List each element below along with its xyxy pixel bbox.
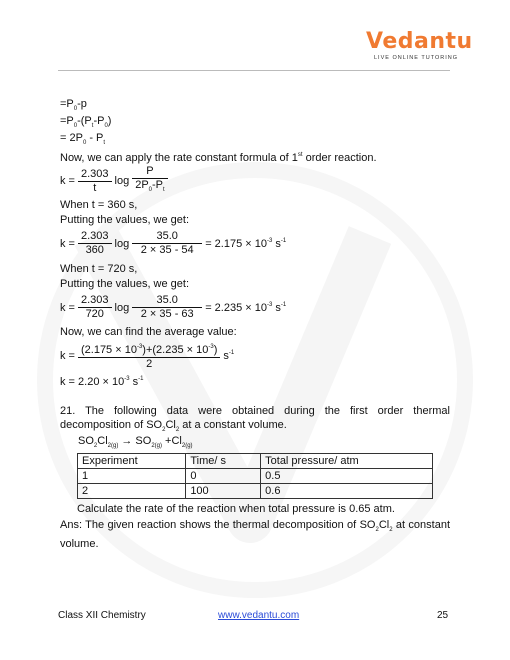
calc-360: k = $\frac{2.303}{360}$ log $\frac{35.0}{2 \times 35 - 54}$ = $2.175 \times 10^{-3}$ $s^{-1}$: [60, 230, 287, 256]
reaction-equation: $SO_2Cl_{2(g)} \to SO_{2(g)} +Cl_{2(g)}$: [78, 435, 193, 449]
question-ask: Calculate the rate of the reaction when total pressure is 0.65 atm.: [77, 503, 395, 515]
table-header: Total pressure/ atm: [261, 454, 433, 469]
calc-720: k = $\frac{2.303}{720}$ log $\frac{35.0}{2 \times 35 - 63}$ = $2.235 \times 10^{-3}$ $s^{-1}$: [60, 294, 287, 320]
answer-text: Ans: The given reaction shows the thermal decomposition of $SO_2Cl_2$ at constant volume.: [60, 519, 450, 550]
table-row: [78, 484, 433, 499]
table-cell: 1: [78, 469, 186, 484]
table-header: Time/ s: [186, 454, 261, 469]
brand-tagline: LIVE ONLINE TUTORING: [374, 55, 458, 61]
table-cell: 0.6: [261, 484, 433, 499]
rate-formula: k = $\frac{2.303}{t}$ log $\frac{P}{2P_0-P_t}$: [60, 165, 171, 197]
page-number: 25: [437, 610, 449, 621]
footer-class: Class XII Chemistry: [58, 610, 146, 621]
brand-name: Vedantu: [366, 29, 473, 54]
final-result: $k = 2.20 \times 10^{-3}$ $s^{-1}$: [60, 376, 144, 388]
text-line: = $2P_0 - P_t$: [60, 132, 106, 146]
text-line: Putting the values, we get:: [60, 278, 190, 290]
text-line: Putting the values, we get:: [60, 214, 190, 226]
table-header: Experiment: [78, 454, 186, 469]
footer-link-wrap: [218, 610, 299, 621]
average-calc: k = $\frac{(2.175 \times 10^{-3})+(2.235 \times 10^{-3})}{2}$ $s^{-1}$: [60, 341, 237, 371]
question-21: 21. The following data were obtained during the first order thermal decomposition of $SO_2Cl_2$ at a constant volume.: [60, 405, 450, 433]
table-row: [78, 469, 433, 484]
table-cell: 0.5: [261, 469, 433, 484]
table-cell: 2: [78, 484, 186, 499]
text-line: When t = 720 s,: [60, 263, 138, 275]
header-rule: [58, 70, 450, 71]
text-line: $=P_0-(P_t-P_0)$: [60, 115, 112, 129]
table-cell: 0: [186, 469, 261, 484]
data-table: [77, 453, 433, 499]
table-cell: 100: [186, 484, 261, 499]
text-line: When t = 360 s,: [60, 199, 138, 211]
footer-link[interactable]: www.vedantu.com: [218, 610, 300, 621]
text-line: Now, we can find the average value:: [60, 326, 237, 338]
table-header-row: [78, 454, 433, 469]
brand-logo: [366, 29, 473, 61]
text-line: $=P_0-p$: [60, 98, 87, 112]
text-line: Now, we can apply the rate constant formula of 1st order reaction.: [60, 152, 377, 164]
arrow-icon: →: [121, 435, 133, 447]
